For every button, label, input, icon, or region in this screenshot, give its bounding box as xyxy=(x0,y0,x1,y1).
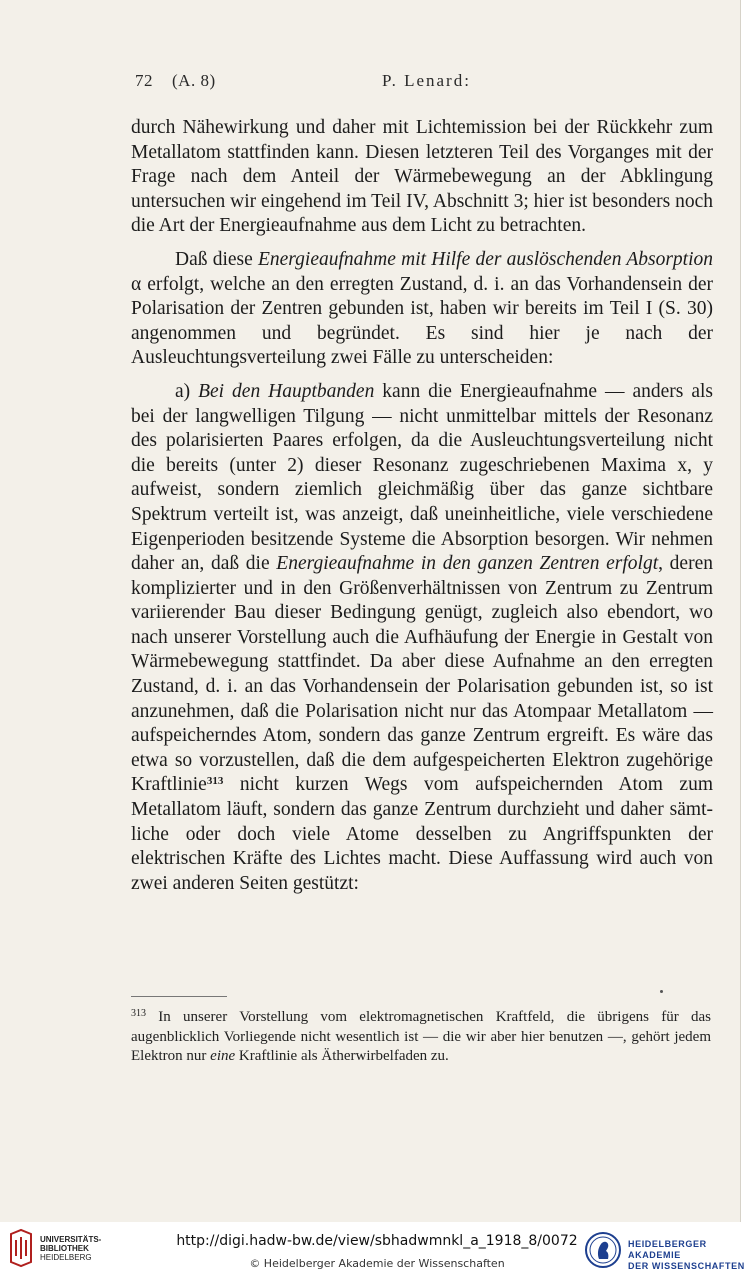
page-number: 72 xyxy=(135,71,153,90)
body-text xyxy=(131,116,713,896)
running-head: P. Lenard: xyxy=(382,71,471,90)
emphasis: Energieaufnahme in den ganzen Zentren erfolgt xyxy=(276,553,659,575)
paragraph-1: durch Nähewirkung und daher mit Lichtemission bei der Rückkehr zum Metallatom stattfinden kann. Diesen letzteren Teil des Vorganges mit der Frage nach dem Anteil der Wärmebewegung an der Abklingung untersuchen wir eingehend im Teil IV, Abschnitt 3; hier ist besonders noch die Art der Energieaufnahme aus dem Licht zu betrachten. xyxy=(131,117,713,237)
permalink-url[interactable]: http://digi.hadw-bw.de/view/sbhadwmnkl_a_1918_8/0072 xyxy=(176,1233,578,1249)
emphasis: Bei den Hauptbanden xyxy=(198,380,375,402)
footnote-rule xyxy=(131,996,227,997)
footnote: $^{313}$ In unserer Vorstellung vom elektromagnetischen Kraftfeld, die übrigens für das augenblicklich Vorliegende nicht wesentlich ist — die wir aber hier benutzen —, gehört jedem Elektron nur eine Kraftlinie als Ätherwirbelfaden zu. xyxy=(131,1008,711,1064)
copyright-notice: © Heidelberger Akademie der Wissenschaften xyxy=(249,1257,505,1270)
signature-mark: (A. 8) xyxy=(172,71,216,90)
academy-name: HEIDELBERGER AKADEMIE DER WISSENSCHAFTEN xyxy=(628,1239,745,1271)
ink-speck xyxy=(660,990,663,993)
paragraph-3: a) Bei den Hauptbanden kann die Energieaufnahme — anders als bei der langwelligen Tilgung — nicht unmittelbar mittels der Resonanz des polarisierten Paares erfolgen, da die Ausleuchtungsverteilung nicht die bereits (unter 2) dieser Resonanz zugeschriebenen Maxima x, y aufweist, sondern ziemlich gleichmäßig über das ganze sichtbare Spektrum verteilt ist, was anzeigt, daß uneinheitliche, viele verschiedene Eigenperioden besitzende Systeme die Absorption besorgen. Wir nehmen daher an, daß die Energieaufnahme in den ganzen Zentren erfolgt, deren komplizierter und in den Größenverhältnissen von Zentrum zu Zentrum variierender Bau dieser Bedingung genügt, zugleich also ebendort, wo nach unserer Vorstellung auch die Aufhäufung der Energie in Gestalt von Wärmebewegung stattfindet. Da aber diese Aufnahme an den erregten Zustand, d. i. an das Vorhandensein der Polarisation gebunden ist, so ist anzunehmen, daß die Polarisation nicht nur das Atompaar Metallatom — aufspeicherndes Atom, sondern das ganze Zentrum ergreift. Es wäre das etwa so vorzustellen, daß die dem aufgespeicherten Elektron zugehörige Kraftlinie$^{313}$ nicht kurzen Wegs vom aufspeichernden Atom zum Metallatom läuft, sondern das ganze Zentrum durchzieht und daher sämtliche oder doch viele Atome desselben zu Angriffspunkten der elektrischen Kräfte des Lichtes macht. Diese Auffassung wird auch von zwei anderen Seiten gestützt: xyxy=(131,380,713,894)
academy-seal-icon[interactable] xyxy=(584,1230,622,1270)
paragraph-2: Daß diese Energieaufnahme mit Hilfe der auslöschenden Absorption α erfolgt, welche an den erregten Zustand, d. i. an das Vorhandensein der Polarisation der Zentren gebunden ist, haben wir bereits im Teil I (S. 30) angenommen und begründet. Es sind hier je nach der Ausleuchtungsverteilung zwei Fälle zu unterscheiden: xyxy=(131,248,713,369)
emphasis: Energieaufnahme mit Hilfe der auslöschenden Absorption xyxy=(257,248,713,270)
viewer-footer xyxy=(0,1222,754,1278)
footnote-ref[interactable]: 313 xyxy=(206,775,224,788)
university-library-name: UNIVERSITÄTS- BIBLIOTHEK HEIDELBERG xyxy=(40,1235,102,1262)
footnote-number: 313 xyxy=(131,1008,146,1019)
